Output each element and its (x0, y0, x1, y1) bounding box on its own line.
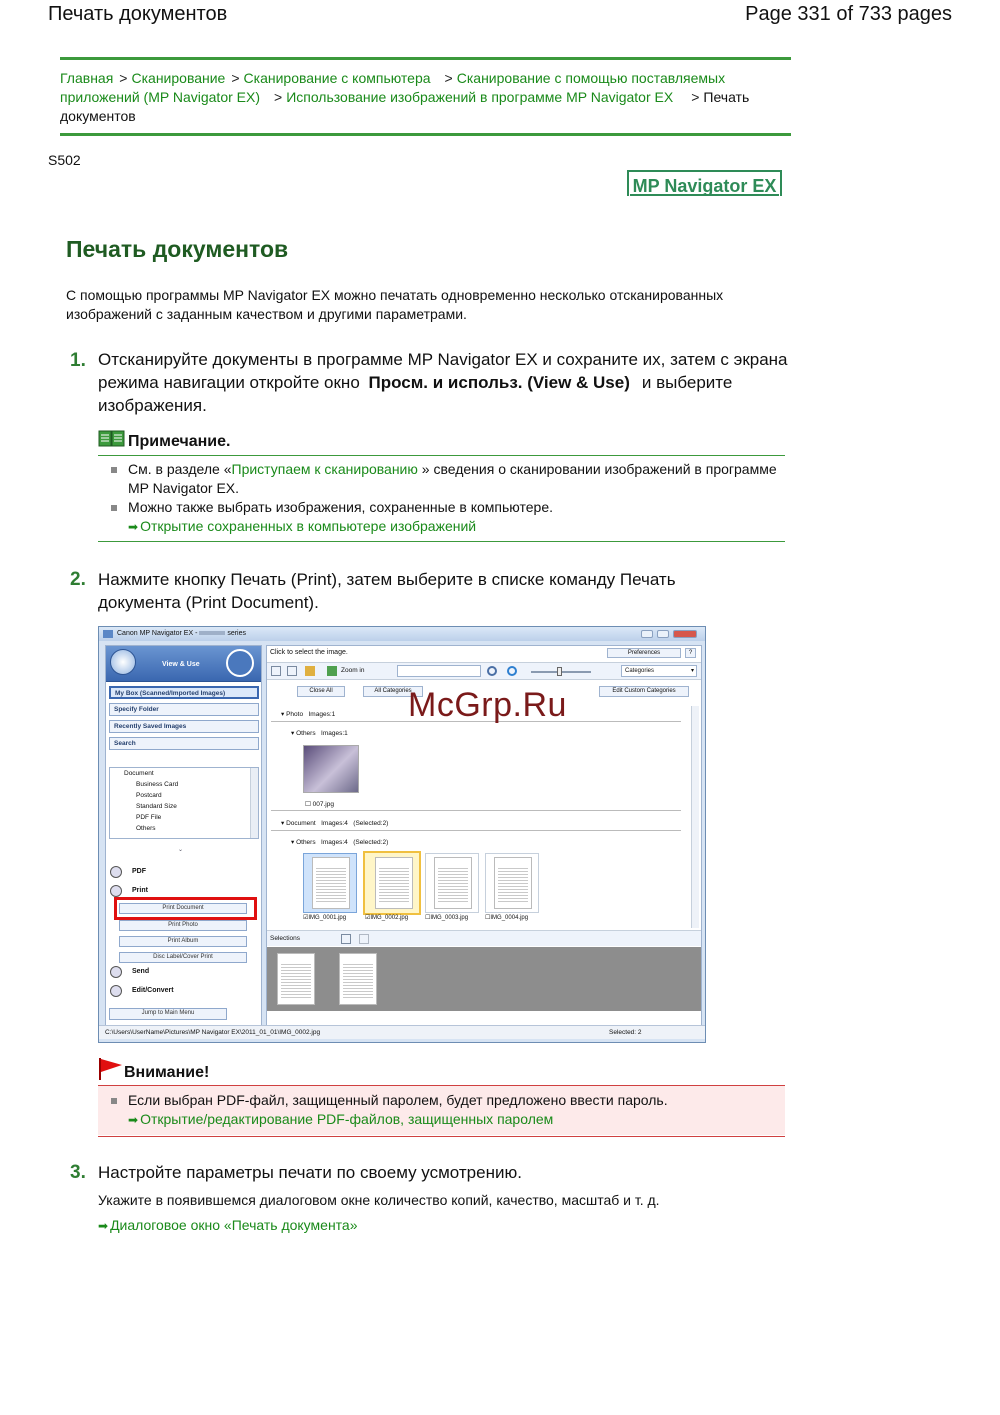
help-button[interactable]: ? (685, 648, 696, 658)
file-3[interactable]: ☐IMG_0003.jpg (425, 915, 469, 921)
pdf-icon (110, 866, 122, 878)
bullet-icon (111, 1098, 117, 1104)
page-counter: Page 331 of 733 pages (745, 3, 952, 25)
group-photo-others[interactable]: ▾ Others Images:1 (291, 730, 348, 737)
note-bullet-1: См. в разделе «Приступаем к сканированию » сведения о сканировании изображений в программе MP Navigator EX. (128, 461, 777, 496)
note-bullet-2: Можно также выбрать изображения, сохраненные в компьютере. (128, 499, 553, 515)
selections-tray (267, 947, 701, 1011)
tree-pdf-file[interactable]: PDF File (136, 814, 162, 821)
warning-title: Внимание! (124, 1064, 210, 1081)
app-icon (103, 630, 113, 638)
view-large-icon[interactable] (287, 666, 297, 676)
link-open-saved-images[interactable]: Открытие сохраненных в компьютере изображений (140, 518, 477, 534)
search-input[interactable] (397, 665, 481, 677)
action-send[interactable]: Send (132, 968, 150, 975)
app-screenshot (98, 626, 706, 1043)
document-header-title: Печать документов (48, 3, 228, 25)
zoom-slider-handle[interactable] (557, 667, 562, 676)
tree-standard-size[interactable]: Standard Size (136, 803, 177, 810)
warning-box (98, 1057, 785, 1137)
note-box (98, 429, 785, 542)
step-3-number: 3. (70, 1162, 86, 1183)
edit-convert-icon (110, 985, 122, 997)
scanner-icon (110, 649, 136, 675)
step-1-number: 1. (70, 350, 86, 371)
maximize-icon[interactable] (657, 630, 669, 638)
close-icon[interactable] (673, 630, 697, 638)
doc-thumbnail-1[interactable] (303, 853, 357, 913)
link-password-pdf[interactable]: Открытие/редактирование PDF-файлов, защищенных паролем (140, 1111, 554, 1127)
toolbar (267, 662, 701, 680)
print-document-button[interactable]: Print Document (119, 903, 247, 914)
highlight-print-document (114, 897, 257, 920)
photo-filename[interactable]: ☐ 007.jpg (305, 801, 334, 808)
view-use-icon (226, 649, 254, 677)
action-print[interactable]: Print (132, 887, 148, 894)
view-use-header: View & Use (106, 646, 261, 682)
arrow-right-icon: ➡ (98, 1219, 109, 1233)
zoom-label[interactable]: Zoom in (341, 667, 365, 674)
link-print-document-dialog[interactable]: Диалоговое окно «Печать документа» (110, 1217, 358, 1233)
thumbs-scrollbar[interactable] (691, 706, 699, 928)
note-title: Примечание. (128, 433, 231, 450)
all-categories-button[interactable]: All Categories (363, 686, 423, 697)
nav-specify-folder[interactable]: Specify Folder (109, 703, 259, 716)
tree-document[interactable]: Document (124, 770, 154, 777)
product-logo: MP Navigator EX (627, 170, 782, 196)
rotate-icon[interactable] (305, 666, 315, 676)
jump-main-menu-button[interactable]: Jump to Main Menu (109, 1008, 227, 1020)
bullet-icon (111, 467, 117, 473)
refresh-icon[interactable] (507, 666, 517, 676)
photo-thumbnail[interactable] (303, 745, 359, 793)
tree-postcard[interactable]: Postcard (136, 792, 162, 799)
click-hint: Click to select the image. (270, 649, 348, 656)
step-3-subtext: Укажите в появившемся диалоговом окне количество копий, качество, масштаб и т. д. (98, 1192, 660, 1208)
doc-thumbnail-3[interactable] (425, 853, 479, 913)
arrow-right-icon: ➡ (128, 1113, 139, 1127)
category-select[interactable]: Categories ▾ (621, 665, 697, 677)
nav-my-box[interactable]: My Box (Scanned/Imported Images) (109, 686, 259, 699)
nav-search[interactable]: Search (109, 737, 259, 750)
print-album-button[interactable]: Print Album (119, 936, 247, 947)
step-3-text: Настройте параметры печати по своему усмотрению. (98, 1163, 522, 1182)
warning-bullet-1: Если выбран PDF-файл, защищенный паролем, будет предложено ввести пароль. (128, 1092, 668, 1108)
breadcrumb-link-home[interactable]: Главная (60, 70, 114, 86)
left-pane (105, 645, 262, 1028)
book-icon (98, 429, 126, 449)
tree-business-card[interactable]: Business Card (136, 781, 179, 788)
step-1-text: Отсканируйте документы в программе MP Navigator EX и сохраните их, затем с экрана режима навигации откройте окно Просм. и использ. (View & Use) и выберите изображения. (98, 350, 788, 415)
document-code: S502 (48, 152, 81, 168)
breadcrumb-link-scan-from-pc[interactable]: Сканирование с компьютера (243, 70, 431, 86)
arrow-right-icon: ➡ (128, 520, 139, 534)
selection-thumbnail-1[interactable] (277, 953, 315, 1005)
breadcrumb-current: Печать документов (60, 89, 750, 124)
selections-clear-icon[interactable] (359, 934, 369, 944)
file-4[interactable]: ☐IMG_0004.jpg (485, 915, 529, 921)
breadcrumb-link-mp-navigator[interactable]: Сканирование с помощью поставляемых приложений (MP Navigator EX) (60, 70, 726, 105)
edit-custom-categories-button[interactable]: Edit Custom Categories (599, 686, 689, 697)
status-bar: C:\Users\UserName\Pictures\MP Navigator EX\2011_01_01\IMG_0002.jpg Selected: 2 (99, 1025, 705, 1039)
collapse-chevron-icon[interactable]: ⌄ (178, 847, 184, 853)
action-edit-convert[interactable]: Edit/Convert (132, 987, 174, 994)
doc-thumbnail-4[interactable] (485, 853, 539, 913)
step-2-number: 2. (70, 569, 86, 590)
group-document[interactable]: ▾ Document Images:4 (Selected:2) (281, 820, 389, 827)
link-getting-started[interactable]: Приступаем к сканированию (231, 461, 418, 477)
print-photo-button[interactable]: Print Photo (119, 920, 247, 931)
window-titlebar: Canon MP Navigator EX - series (99, 627, 705, 641)
breadcrumb-link-scanning[interactable]: Сканирование (131, 70, 226, 86)
folder-tree (109, 767, 259, 839)
intro-paragraph: С помощью программы MP Navigator EX можно печатать одновременно несколько отсканированных изображений с заданным качеством и другими параметрами. (66, 287, 724, 322)
zoom-icon[interactable] (327, 666, 337, 676)
red-flag-icon (98, 1057, 124, 1081)
preferences-button[interactable]: Preferences (607, 648, 681, 658)
page-title: Печать документов (66, 236, 289, 262)
breadcrumb-link-using-images[interactable]: Использование изображений в программе MP Navigator EX (286, 89, 674, 105)
selections-bar: Selections (267, 930, 701, 946)
tree-others[interactable]: Others (136, 825, 156, 832)
group-document-others[interactable]: ▾ Others Images:4 (Selected:2) (291, 839, 389, 846)
bullet-icon (111, 505, 117, 511)
selections-grid-icon[interactable] (341, 934, 351, 944)
breadcrumb: Главная > Сканирование > Сканирование с компьютера > Сканирование с помощью поставляемых приложений (MP Navigator EX) > Использование изображений в программе MP Navigator EX > Печать документов (60, 57, 791, 136)
minimize-icon[interactable] (641, 630, 653, 638)
action-pdf[interactable]: PDF (132, 868, 146, 875)
note-link-row (128, 517, 778, 537)
view-grid-icon[interactable] (271, 666, 281, 676)
doc-thumbnail-2[interactable] (363, 851, 421, 915)
note-divider (98, 455, 785, 456)
step-2-text: Нажмите кнопку Печать (Print), затем выберите в списке команду Печать документа (Print Document). (98, 570, 676, 612)
file-1[interactable]: ☑IMG_0001.jpg (303, 915, 347, 921)
group-photo[interactable]: ▾ Photo Images:1 (281, 711, 336, 718)
disc-label-button[interactable]: Disc Label/Cover Print (119, 952, 247, 963)
file-2[interactable]: ☑IMG_0002.jpg (365, 915, 409, 921)
warning-link-row (128, 1110, 778, 1130)
step-3-link-row (98, 1217, 358, 1233)
print-icon (110, 885, 122, 897)
watermark: McGrp.Ru (408, 686, 567, 724)
nav-recently-saved[interactable]: Recently Saved Images (109, 720, 259, 733)
send-icon (110, 966, 122, 978)
tree-scrollbar[interactable] (250, 768, 258, 838)
search-icon[interactable] (487, 666, 497, 676)
selection-thumbnail-2[interactable] (339, 953, 377, 1005)
close-all-button[interactable]: Close All (297, 686, 345, 697)
